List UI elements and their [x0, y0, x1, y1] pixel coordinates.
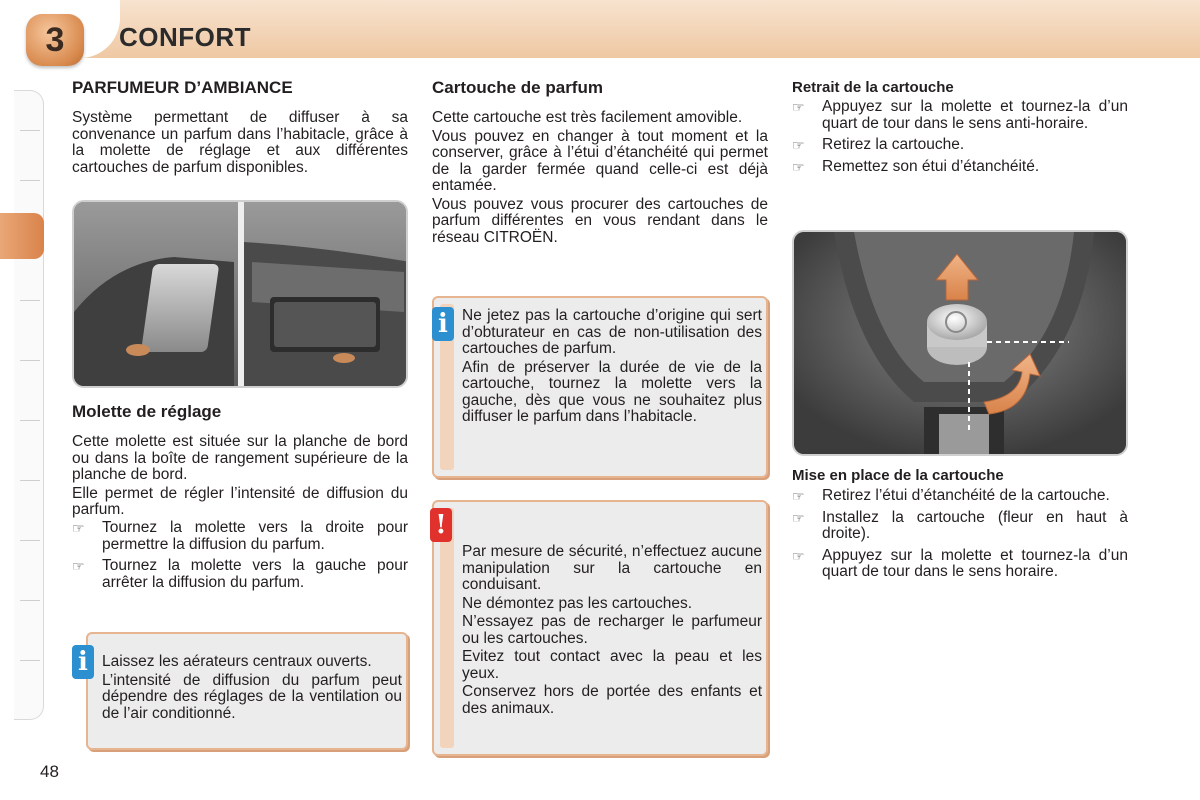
list-item: ☞ Retirez l’étui d’étanchéité de la cartouche. — [792, 487, 1110, 504]
cartridge-illustration — [794, 232, 1128, 456]
tab-divider — [20, 180, 40, 181]
section-title-parfumeur: PARFUMEUR D’AMBIANCE — [72, 78, 293, 97]
pointing-hand-icon: ☞ — [792, 509, 805, 526]
dashboard-illustration — [74, 202, 408, 388]
list-item: ☞ Tournez la molette vers la gauche pour arrêter la diffusion du parfum. — [72, 557, 408, 591]
pointing-hand-icon: ☞ — [72, 520, 85, 536]
pointing-hand-icon: ☞ — [72, 558, 85, 574]
section-title-retrait: Retrait de la cartouche — [792, 79, 954, 96]
tab-divider — [20, 300, 40, 301]
dashboard-photo — [72, 200, 408, 388]
list-item: ☞ Retirez la cartouche. — [792, 136, 965, 153]
intro-paragraph: Système permettant de diffuser à sa convenance un parfum dans l’habitacle, grâce à la molette de réglage et aux différentes cartouches de parfum disponibles. — [72, 109, 408, 176]
molette-paragraph: Cette molette est située sur la planche de bord ou dans la boîte de rangement supérieure de la planche de bord. Elle permet de régler l’intensité de diffusion du parfum. — [72, 433, 408, 518]
pointing-hand-icon: ☞ — [792, 137, 805, 153]
list-item: ☞ Appuyez sur la molette et tournez-la d’un quart de tour dans le sens anti-horaire. — [792, 98, 1128, 132]
section-title-molette: Molette de réglage — [72, 402, 222, 421]
info-note-cartouche: Ne jetez pas la cartouche d’origine qui sert d’obturateur en cas de non-utilisation des cartouches de parfum. Afin de préserver la durée de vie de la cartouche, tournez la molette vers la gauche, dès que vous ne souhaitez plus diffuser le parfum dans l’habitacle. — [432, 296, 768, 478]
active-chapter-tab[interactable] — [0, 213, 44, 259]
pointing-hand-icon: ☞ — [792, 488, 805, 504]
info-icon: i — [72, 645, 94, 679]
info-note-aerateurs: Laissez les aérateurs centraux ouverts. L’intensité de diffusion du parfum peut dépendre des réglages de la ventilation ou de l’air conditionné. — [86, 632, 408, 750]
exclamation-icon: ! — [430, 508, 452, 542]
retrait-bullet-list — [792, 99, 1128, 180]
list-item: ☞ Tournez la molette vers la droite pour permettre la diffusion du parfum. — [72, 519, 408, 553]
tab-divider — [20, 480, 40, 481]
list-item: ☞ Appuyez sur la molette et tournez-la d’un quart de tour dans le sens horaire. — [792, 546, 1128, 580]
section-title-mise-en-place: Mise en place de la cartouche — [792, 467, 1004, 484]
section-title-cartouche: Cartouche de parfum — [432, 78, 603, 97]
cartouche-paragraph: Cette cartouche est très facilement amovible. Vous pouvez en changer à tout moment et la conserver, grâce à l’étui d’étanchéité qui permet de la garder fermée quand celle-ci est déjà entamée. Vous pouvez vous procurer des cartouches de parfum différentes en vous rendant dans le réseau CITROËN. — [432, 109, 768, 246]
mise-en-place-bullet-list — [792, 488, 1128, 586]
tab-divider — [20, 420, 40, 421]
info-icon: i — [432, 307, 454, 341]
tab-divider — [20, 130, 40, 131]
chapter-badge — [26, 14, 84, 66]
molette-bullet-list — [72, 520, 408, 596]
chapter-title: CONFORT — [119, 22, 252, 52]
tab-divider — [20, 660, 40, 661]
tab-divider — [20, 600, 40, 601]
chapter-tabs — [14, 90, 44, 720]
page-number: 48 — [40, 762, 59, 781]
list-item: ☞ Remettez son étui d’étanchéité. — [792, 157, 1040, 175]
pointing-hand-icon: ☞ — [792, 99, 805, 115]
pointing-hand-icon: ☞ — [792, 158, 805, 175]
tab-divider — [20, 540, 40, 541]
tab-divider — [20, 360, 40, 361]
pointing-hand-icon: ☞ — [792, 547, 805, 564]
warning-note-securite: Par mesure de sécurité, n’effectuez aucune manipulation sur la cartouche en conduisant. Ne démontez pas les cartouches. N’essayez pas de recharger le parfumeur ou les cartouches. Evitez tout contact avec la peau et les yeux. Conservez hors de portée des enfants et des animaux. — [432, 500, 768, 756]
list-item: ☞ Installez la cartouche (fleur en haut à droite). — [792, 508, 1128, 542]
cartridge-photo — [792, 230, 1128, 456]
chapter-number: 3 — [45, 20, 65, 59]
